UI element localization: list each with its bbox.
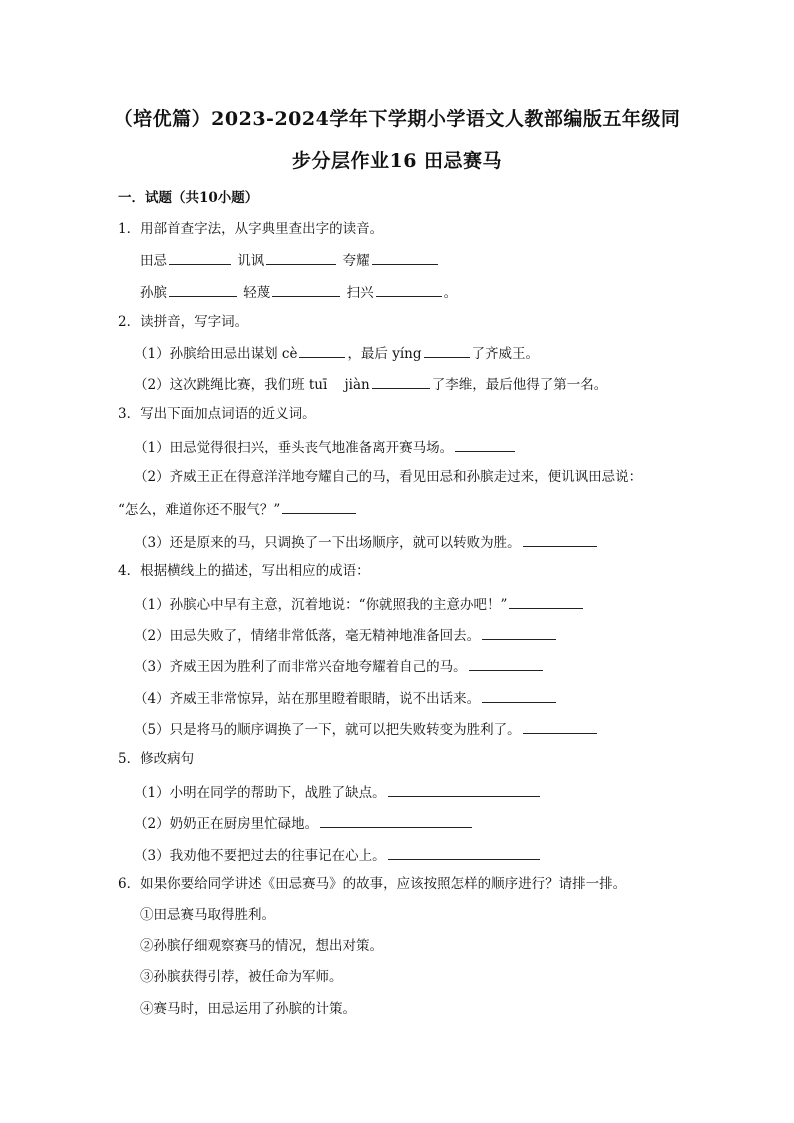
answer-blank[interactable] xyxy=(455,437,515,452)
item-text: （1）孙膑给田忌出谋划 cè xyxy=(134,346,298,362)
answer-blank[interactable] xyxy=(282,499,356,514)
answer-blank[interactable] xyxy=(509,594,583,609)
answer-blank[interactable] xyxy=(299,343,345,358)
item-text: （5）只是将马的顺序调换了一下，就可以把失败转变为胜利了。 xyxy=(134,722,521,738)
question-3-item-2-quote xyxy=(118,499,358,519)
item-text: （4）齐威王非常惊异，站在那里瞪着眼睛，说不出话来。 xyxy=(134,691,481,707)
word-kuayao: 夸耀 xyxy=(342,253,370,269)
answer-blank[interactable] xyxy=(272,282,340,297)
question-4-stem: 4．根据横线上的描述，写出相应的成语： xyxy=(118,563,370,579)
item-text: 了齐威王。 xyxy=(471,346,540,362)
answer-blank[interactable] xyxy=(388,845,540,860)
question-5-item-3 xyxy=(134,845,542,865)
question-5-item-2 xyxy=(134,813,474,833)
question-6-choice-2: ②孙膑仔细观察赛马的情况，想出对策。 xyxy=(140,938,383,954)
word-sunbin: 孙膑 xyxy=(140,285,167,301)
period: 。 xyxy=(443,285,458,301)
answer-blank[interactable] xyxy=(169,282,237,297)
item-text: （3）齐威王因为胜利了而非常兴奋地夸耀着自己的马。 xyxy=(134,659,467,675)
question-2-stem: 2．读拼音，写字词。 xyxy=(118,314,249,330)
word-qingmie: 轻蔑 xyxy=(243,285,271,301)
item-text: （1）孙膑心中早有主意，沉着地说：“你就照我的主意办吧！” xyxy=(134,597,508,613)
answer-blank[interactable] xyxy=(372,250,438,265)
question-5-item-1 xyxy=(134,782,542,802)
question-5-stem: 5．修改病句 xyxy=(118,751,195,767)
question-6-choice-1: ①田忌赛马取得胜利。 xyxy=(140,907,275,923)
answer-blank[interactable] xyxy=(482,688,556,703)
document-title-line-2: 步分层作业16 田忌赛马 xyxy=(291,150,503,172)
answer-blank[interactable] xyxy=(376,282,442,297)
section-heading: 一．试题（共10小题） xyxy=(118,190,259,206)
question-3-item-3 xyxy=(134,532,599,552)
question-4-item-3 xyxy=(134,656,545,676)
answer-blank[interactable] xyxy=(424,343,470,358)
item-text: “怎么，难道你还不服气？” xyxy=(118,502,281,518)
question-4-item-2 xyxy=(134,625,558,645)
item-text: （3）还是原来的马，只调换了一下出场顺序，就可以转败为胜。 xyxy=(134,535,521,551)
question-4-item-5 xyxy=(134,719,599,739)
document-title-line-1: （培优篇）2023-2024学年下学期小学语文人教部编版五年级同 xyxy=(113,108,681,130)
question-1-row-1 xyxy=(140,250,440,270)
question-2-item-1 xyxy=(134,343,539,363)
answer-blank[interactable] xyxy=(523,719,597,734)
answer-blank[interactable] xyxy=(523,532,597,547)
word-tianji: 田忌 xyxy=(140,253,167,269)
question-4-item-4 xyxy=(134,688,558,708)
question-1-stem: 1．用部首查字法，从字典里查出字的读音。 xyxy=(118,221,384,237)
question-4-item-1 xyxy=(134,594,585,614)
item-text: （3）我劝他不要把过去的往事记在心上。 xyxy=(134,848,386,864)
item-text: （2）奶奶正在厨房里忙碌地。 xyxy=(134,816,319,832)
item-text: （1）田忌觉得很扫兴，垂头丧气地准备离开赛马场。 xyxy=(134,440,454,456)
item-text: 了李维，最后他得了第一名。 xyxy=(431,377,608,393)
answer-blank[interactable] xyxy=(388,782,540,797)
answer-blank[interactable] xyxy=(320,813,472,828)
answer-blank[interactable] xyxy=(372,374,430,389)
word-jifeng: 讥讽 xyxy=(237,253,265,269)
question-3-stem: 3．写出下面加点词语的近义词。 xyxy=(118,406,316,422)
question-3-item-2: （2）齐威王正在得意洋洋地夸耀自己的马，看见田忌和孙膑走过来，便讥讽田忌说： xyxy=(134,469,643,485)
question-2-item-2 xyxy=(134,374,607,394)
question-6-stem: 6．如果你要给同学讲述《田忌赛马》的故事，应该按照怎样的顺序进行？请排一排。 xyxy=(118,876,627,892)
item-text: （1）小明在同学的帮助下，战胜了缺点。 xyxy=(134,785,386,801)
question-6-choice-4: ④赛马时，田忌运用了孙膑的计策。 xyxy=(140,1001,356,1017)
question-3-item-1 xyxy=(134,437,517,457)
answer-blank[interactable] xyxy=(469,656,543,671)
word-saoxing: 扫兴 xyxy=(346,285,374,301)
answer-blank[interactable] xyxy=(482,625,556,640)
question-6-choice-3: ③孙膑获得引荐，被任命为军师。 xyxy=(140,969,343,985)
item-text: （2）这次跳绳比赛，我们班 tuī jiàn xyxy=(134,377,370,393)
item-text: ，最后 yíng xyxy=(347,346,422,362)
item-text: （2）田忌失败了，情绪非常低落，毫无精神地准备回去。 xyxy=(134,628,481,644)
answer-blank[interactable] xyxy=(266,250,336,265)
question-1-row-2 xyxy=(140,282,457,302)
answer-blank[interactable] xyxy=(169,250,231,265)
